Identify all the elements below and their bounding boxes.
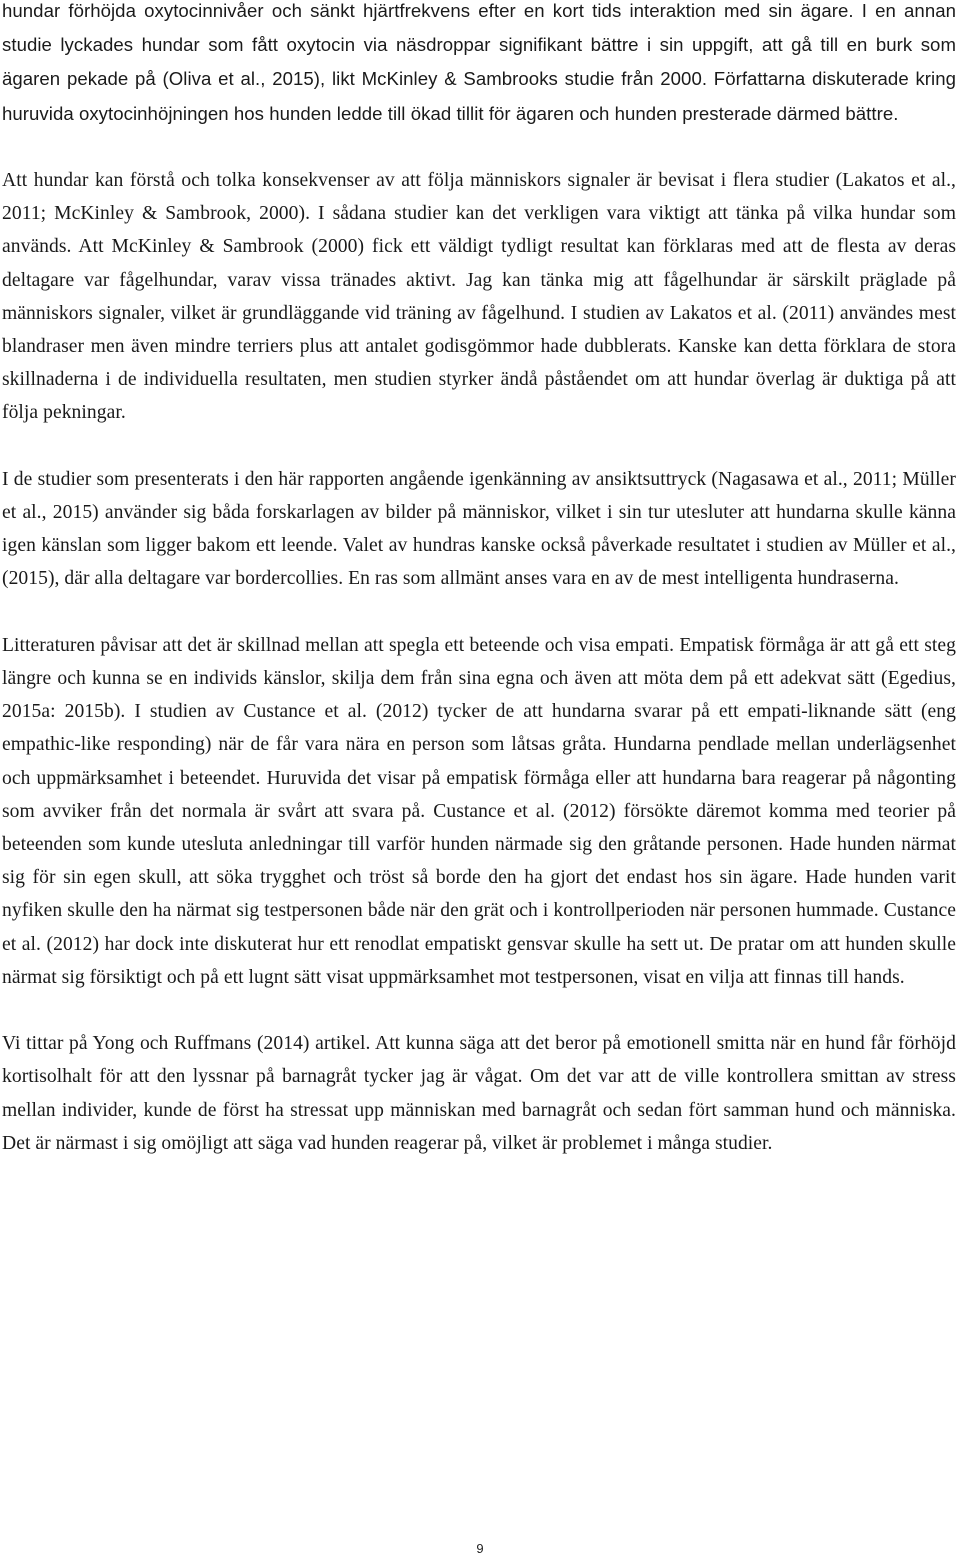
paragraph-facial-expressions (2, 463, 956, 596)
paragraph-text: Vi tittar på Yong och Ruffmans (2014) artikel. Att kunna säga att det beror på emotionell smitta när en hund får förhöjd kortisolhalt för att den lyssnar på barnagråt tycker jag är vågat. Om det var att de ville kontrollera smittan av stress mellan individer, kunde de först ha stressat upp människan med barnagråt och sedan fört samman hund och människa. Det är närmast i sig omöjligt att säga vad hunden reagerar på, vilket är problemet i många studier. (2, 1033, 956, 1154)
paragraph-empathy (2, 629, 956, 994)
page-number: 9 (476, 1541, 484, 1556)
document-body (2, 0, 956, 1193)
paragraph-text: Att hundar kan förstå och tolka konsekvenser av att följa människors signaler är bevisat i flera studier (Lakatos et al., 2011; McKinley & Sambrook, 2000). I sådana studier kan det verkligen vara viktigt att tänka på vilka hundar som används. Att McKinley & Sambrook (2000) fick ett väldigt tydligt resultat kan förklaras med att de flesta av deras deltagare var fågelhundar, varav vissa tränades aktivt. Jag kan tänka mig att fågelhundar är särskilt präglade på människors signaler, vilket är grundläggande vid träning av fågelhund. I studien av Lakatos et al. (2011) användes mest blandraser men även mindre terriers plus att antalet godisgömmor hade dubblerats. Kanske kan detta förklara de stora skillnaderna i de individuella resultaten, men studien styrker ändå påståendet om att hundar överlag är duktiga på att följa pekningar. (2, 170, 956, 424)
paragraph-text: I de studier som presenterats i den här rapporten angående igenkänning av ansiktsuttryck (Nagasawa et al., 2011; Müller et al., 2015) använder sig båda forskarlagen av bilder på människor, vilket i sin tur utesluter att hundarna skulle känna igen känslan som ligger bakom ett leende. Valet av hundras kanske också påverkade resultatet i studien av Müller et al., (2015), där alla deltagare var bordercollies. En ras som allmänt anses vara en av de mest intelligenta hundraserna. (2, 468, 956, 590)
paragraph-text: hundar förhöjda oxytocinnivåer och sänkt hjärtfrekvens efter en kort tids interaktion med sin ägare. I en annan studie lyckades hundar som fått oxytocin via näsdroppar signifikant bättre i sin uppgift, att gå till en burk som ägaren pekade på (Oliva et al., 2015), likt McKinley & Sambrooks studie från 2000. Författarna diskuterade kring huruvida oxytocinhöjningen hos hunden ledde till ökad tillit för ägaren och hunden presterade därmed bättre. (2, 0, 956, 124)
paragraph-oxytocin (2, 0, 956, 131)
paragraph-pointing-signals (2, 164, 956, 430)
paragraph-emotional-contagion (2, 1027, 956, 1160)
paragraph-text: Litteraturen påvisar att det är skillnad mellan att spegla ett beteende och visa empati. Empatisk förmåga är att gå ett steg längre och kunna se en individs känslor, skilja dem från sina egna och även att möta dem på ett adekvat sätt (Egedius, 2015a: 2015b). I studien av Custance et al. (2012) tycker de att hundarna svarar på ett empati-liknande sätt (eng empathic-like responding) när de får vara nära en person som låtsas gråta. Hundarna pendlade mellan underlägsenhet och uppmärksamhet i beteendet. Huruvida det visar på empatisk förmåga eller att hundarna bara reagerar på någonting som avviker från det normala är svårt att svara på. Custance et al. (2012) försökte däremot komma med teorier på beteenden som kunde utesluta anledningar till varför hunden närmade sig den gråtande personen. Hade hunden närmat sig för sin egen skull, att söka trygghet och tröst så borde den ha gjort det endast hos sin ägare. Hade hunden varit nyfiken skulle den ha närmat sig testpersonen både när den grät och i kontrollperioden när personen hummade. Custance et al. (2012) har dock inte diskuterat hur ett renodlat empatiskt gensvar skulle ha sett ut. De pratar om att hunden skulle närmat sig försiktigt och på ett lugnt sätt visat uppmärksamhet mot testpersonen, visat en vilja att finnas till hands. (2, 634, 956, 988)
